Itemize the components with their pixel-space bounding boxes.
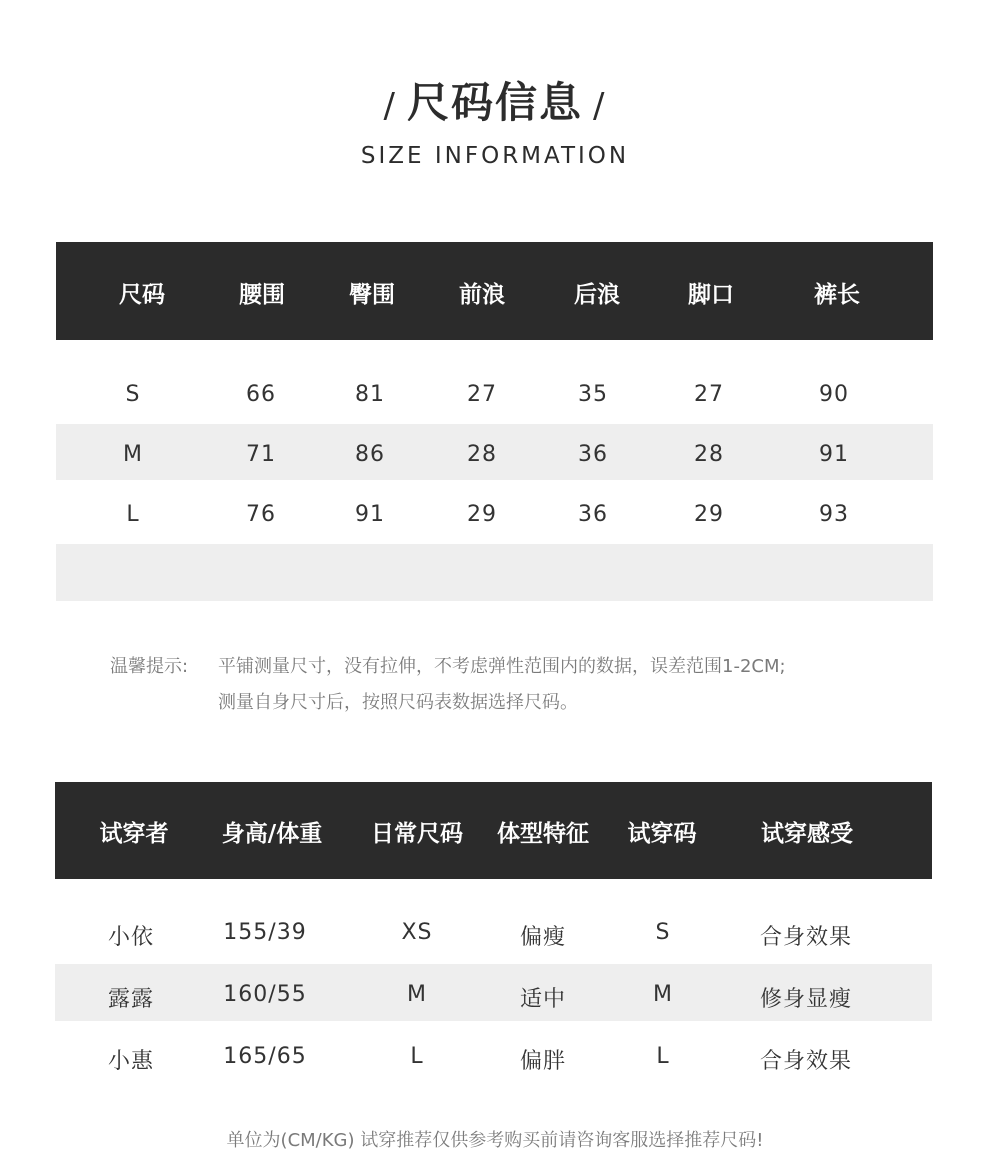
tip-line-2: 测量自身尺寸后，按照尺码表数据选择尺码。 [218,692,578,713]
size-header-cell: 前浪 [459,282,505,308]
size-header-cell: 尺码 [119,282,165,308]
tryon-cell: 155/39 [223,920,307,945]
tryon-cell: XS [401,920,433,945]
size-header-cell: 腰围 [239,282,285,308]
title-cn-text: 尺码信息 [406,78,583,127]
tryon-cell: L [656,1044,670,1069]
footer-note: 单位为(CM/KG) 试穿推荐仅供参考购买前请咨询客服选择推荐尺码! [226,1130,764,1151]
size-header-cell: 后浪 [574,282,620,308]
size-cell: 36 [578,502,608,527]
size-cell: 90 [819,382,849,407]
size-cell: 28 [467,442,497,467]
size-cell: 93 [819,502,849,527]
tip-label: 温馨提示: [110,656,189,677]
size-cell: 27 [467,382,497,407]
size-cell: 91 [355,502,385,527]
page-title [0,70,990,130]
tryon-header-cell: 试穿码 [627,821,697,847]
size-cell: 86 [355,442,385,467]
size-cell: 66 [246,382,276,407]
page-subtitle: SIZE INFORMATION [360,143,630,169]
size-header-cell: 臀围 [349,282,395,308]
size-cell: 27 [694,382,724,407]
tryon-cell: 偏瘦 [519,925,567,950]
tryon-cell: 160/55 [223,982,307,1007]
tryon-header-cell: 身高/体重 [221,821,323,847]
size-cell: 36 [578,442,608,467]
size-cell: 29 [467,502,497,527]
tryon-cell: 偏胖 [519,1049,567,1074]
size-header-cell: 裤长 [814,282,860,308]
tryon-cell: 165/65 [223,1044,307,1069]
tryon-cell: 合身效果 [759,1049,853,1074]
tryon-cell: 小惠 [107,1049,155,1074]
tryon-header-cell: 试穿感受 [761,821,853,847]
tryon-header-cell: 体型特征 [497,821,589,847]
tryon-cell: M [407,982,427,1007]
tryon-cell: M [653,982,673,1007]
tryon-cell: L [410,1044,424,1069]
tryon-header-cell: 日常尺码 [371,821,463,847]
tryon-cell: 合身效果 [759,925,853,950]
tip-line-1: 平铺测量尺寸，没有拉伸，不考虑弹性范围内的数据，误差范围1-2CM; [218,656,786,677]
size-cell: 76 [246,502,276,527]
size-cell: 71 [246,442,276,467]
tryon-cell: S [655,920,671,945]
size-table-stripe-empty [56,544,933,601]
size-header-cell: 脚口 [688,282,734,308]
size-cell: 29 [694,502,724,527]
size-cell: 35 [578,382,608,407]
size-cell: L [126,502,140,527]
size-cell: M [123,442,143,467]
title-slash-right: / [593,86,607,126]
tryon-cell: 适中 [519,987,567,1012]
size-cell: S [125,382,141,407]
title-slash-left: / [383,86,397,126]
size-cell: 91 [819,442,849,467]
tryon-cell: 修身显瘦 [759,987,853,1012]
tryon-cell: 露露 [107,987,155,1012]
tryon-header-cell: 试穿者 [99,821,169,847]
size-cell: 28 [694,442,724,467]
tryon-cell: 小依 [107,925,155,950]
size-cell: 81 [355,382,385,407]
